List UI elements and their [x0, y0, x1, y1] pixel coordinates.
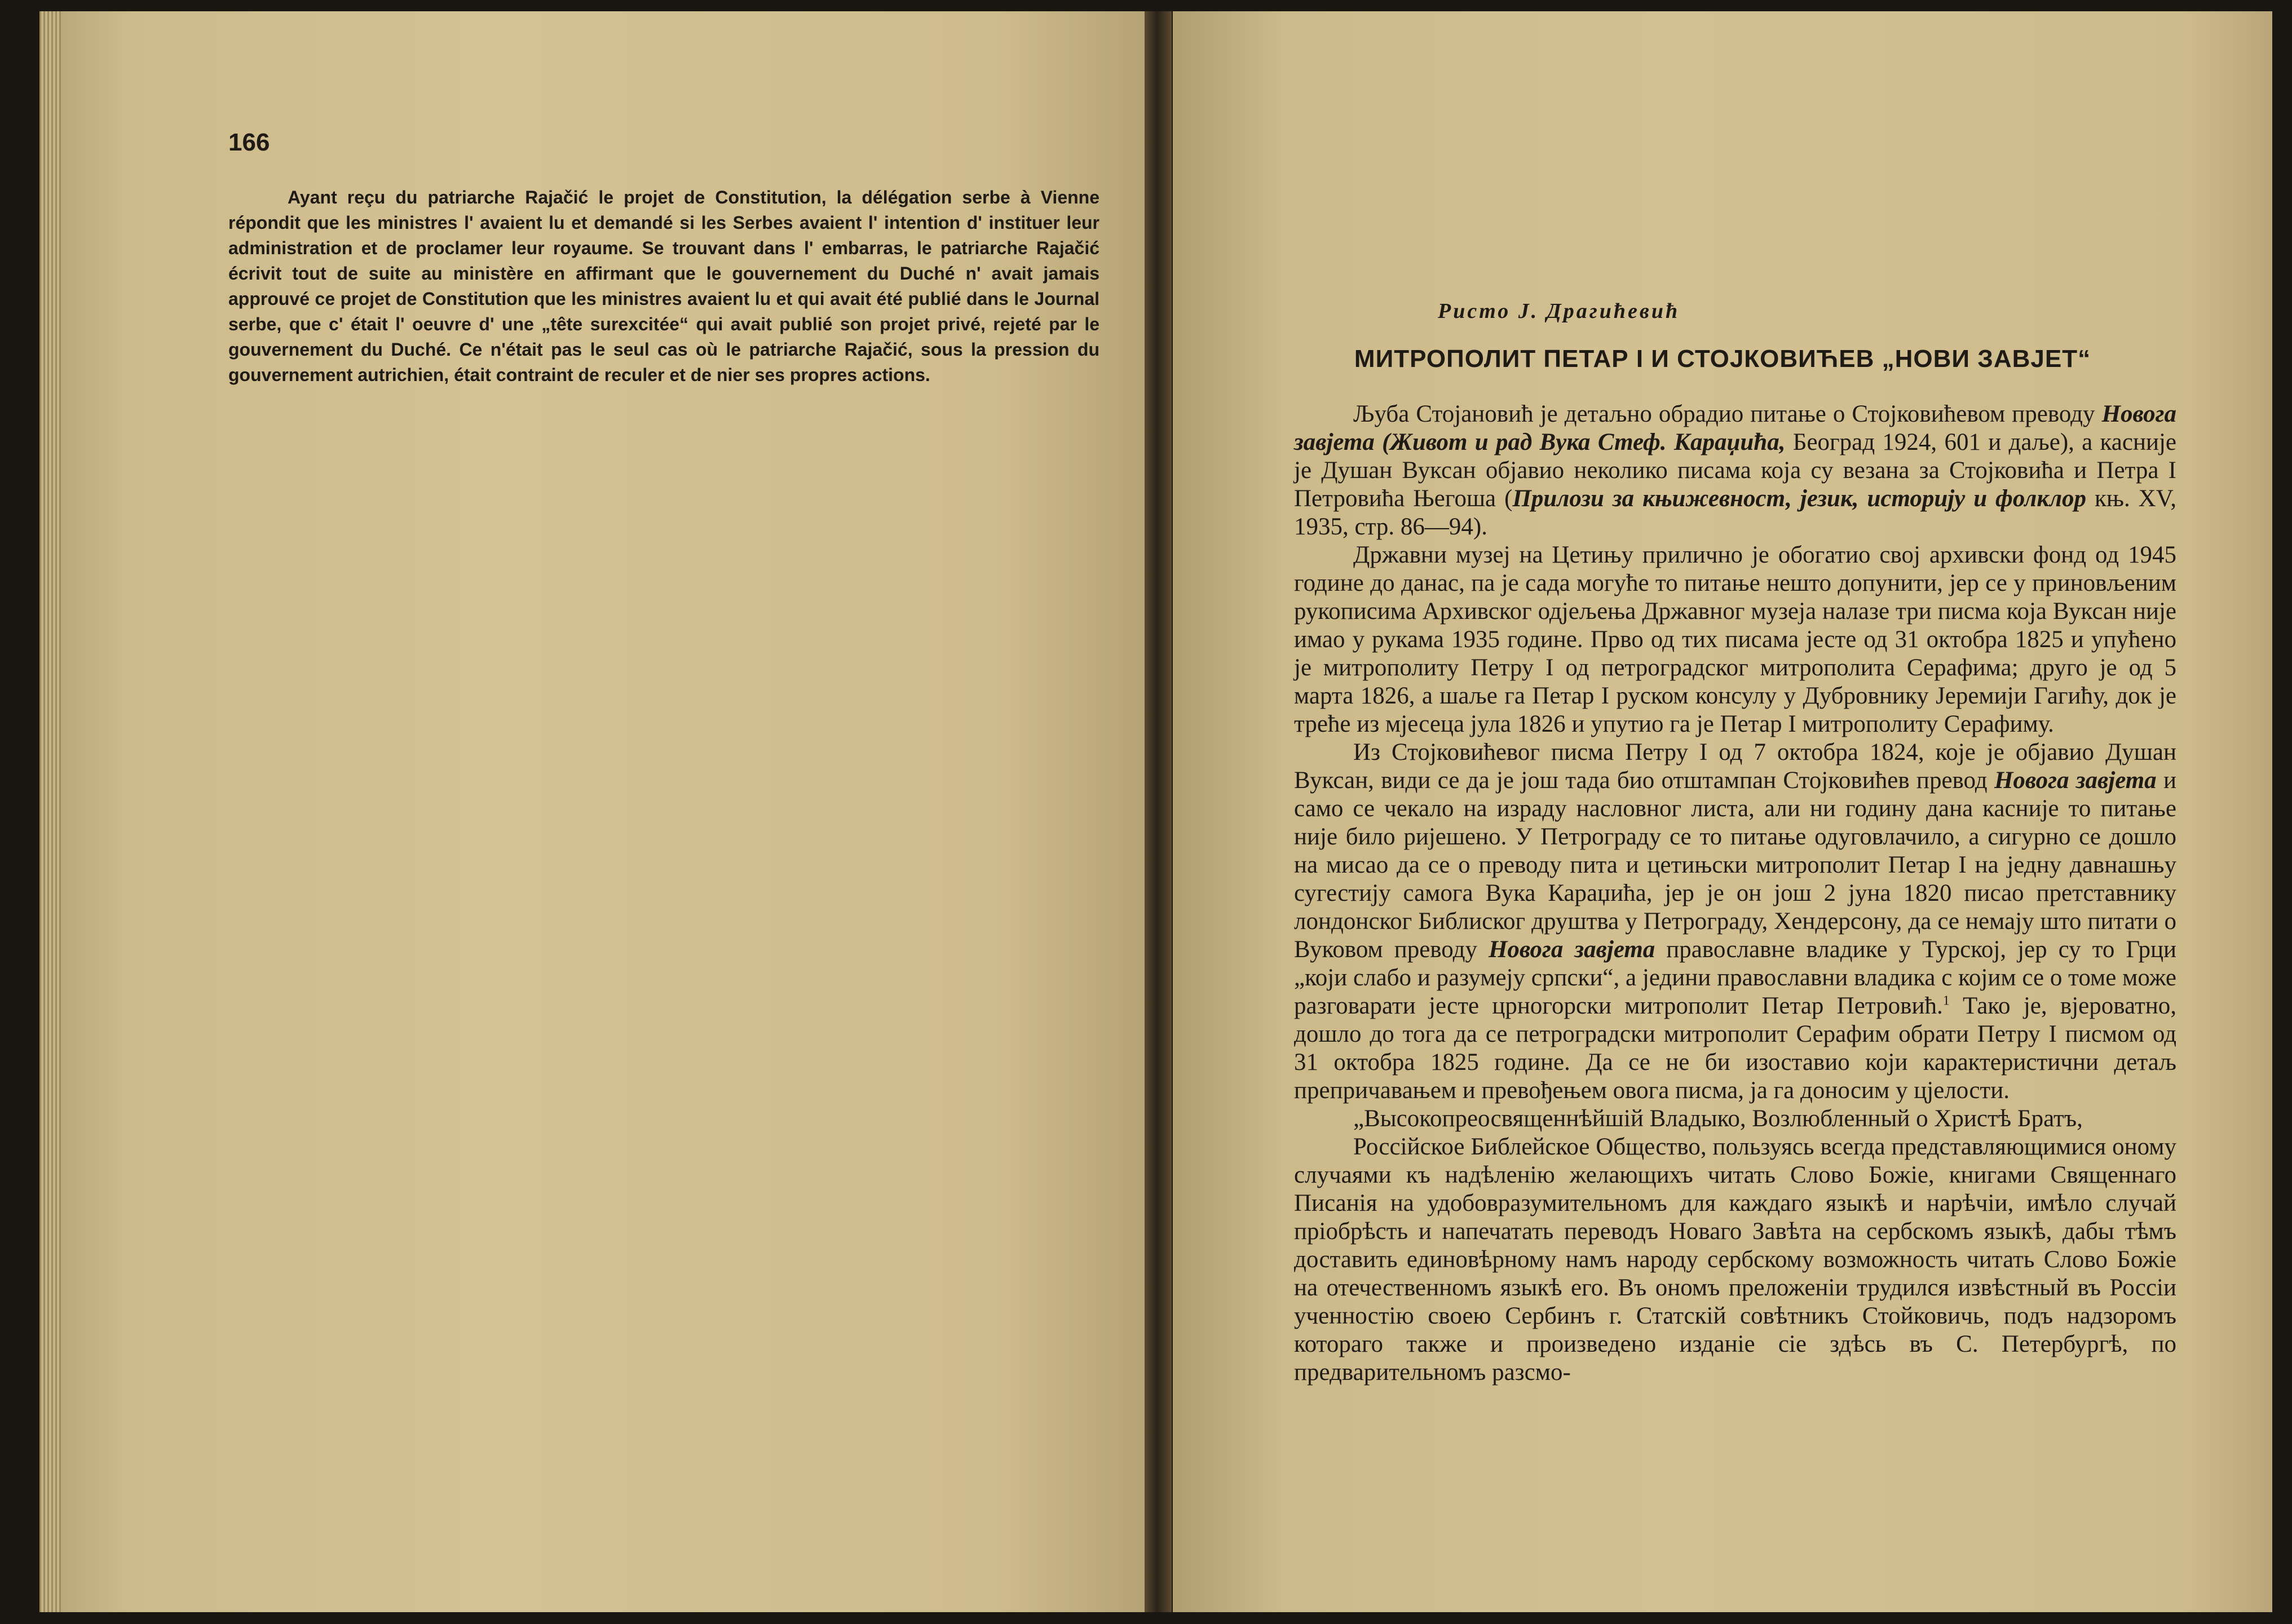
left-page — [39, 11, 1162, 1612]
p3-text-a: Из Стојковићевог писма Петру I од 7 октобра 1824, које је објавио Душан Вуксан, види се да је још тада био отштампан Стојковићев превод — [1294, 739, 2176, 794]
article-body — [1294, 400, 2176, 1387]
french-paragraph-text: Ayant reçu du patriarche Rajačić le projet de Constitution, la délégation serbe à Vienne répondit que les ministres l' avaient lu et demandé si les Serbes avaient l' intention d' instituer leur administration et de proclamer leur royaume. Se trouvant dans l' embarras, le patriarche Rajačić écrivit tout de suite au ministère en affirmant que le gouvernement du Duché n' avait jamais approuvé ce projet de Constitution que les ministres avaient lu et qui avait été publié dans le Journal serbe, que c' était l' oeuvre d' une „tête surexcitée“ qui avait publié son projet privé, rejeté par le gouvernement du Duché. Ce n'était pas le seul cas où le patriarche Rajačić, sous la pression du gouvernement autrichien, était contraint de reculer et de nier ses propres actions. — [228, 187, 1099, 385]
p1-italic-b: Новога завјета (Живот и рад Вука Стеф. Караџића, — [1294, 401, 2176, 455]
french-paragraph — [228, 185, 1099, 388]
p1-text-a: Љуба Стојановић је детаљно обрадио питање о Стојковићевом преводу — [1353, 401, 2102, 427]
p3-text-c: и само се чекало на израду насловног листа, али ни годину дана касније то питање није било ријешено. У Петрограду се то питање одуговлачило, а сигурно се дошло на мисао да се о преводу пита и цетињски митрополит Петар I на једну давнашњу сугестију самога Вука Караџића, јер је он још 2 јуна 1820 писао претставнику лондонског Библиског друштва у Петрограду, Хендерсону, да се немају што питати о Вуковом преводу — [1294, 767, 2176, 963]
page-edges — [39, 11, 61, 1612]
p1-text-c: Београд 1924, 601 и даље), а касније је Душан Вуксан објавио неколико писама која су везана за Стојковића и Петра I Петровића Његоша ( — [1294, 429, 2177, 512]
letter-paragraph: Россiйское Библейское Общество, пользуясь всегда представляющимися оному случаями къ надѣленiю желающихъ читать Слово Божiе, книгами Священнаго Писанiя на удобовразумительномъ для каждаго языкѣ и нарѣчiи, имѣло случай прiобрѣсть и напечатать переводъ Новаго Завѣта на сербскомъ языкѣ, дабы тѣмъ доставить единовѣрному намъ народу сербскому возможность читать Слово Божiе на отечественномъ языкѣ его. Въ ономъ преложенiи трудился извѣстный въ Россiи ученностiю своею Сербинъ г. Статскiй совѣтникъ Стойковичь, подъ надзоромъ котораго также и произведено изданiе сiе здѣсь въ С. Петербургѣ, по предварительномъ разсмо- — [1294, 1134, 2176, 1386]
p1-text-e: књ. XV, 1935, стр. 86—94). — [1294, 485, 2176, 540]
paragraph-1 — [1294, 400, 2176, 541]
p3-text-e: православне владике у Турској, јер су то Грци „који слабо и разумеју српски“, а једини православни владика с којим се о томе може разговарати јесте црногорски митрополит Петар Петровић. — [1294, 936, 2176, 1019]
page-number: 166 — [228, 129, 270, 156]
letter-salutation: „Высокопреосвященнѣйшiй Владыко, Возлюбленный о Христѣ Братъ, — [1353, 1105, 2083, 1132]
p3-text-f: Тако је, вјероватно, дошло до тога да се петроградски митрополит Серафим обрати Петру I писмом од 31 октобра 1825 године. Да се не би изоставио који карактеристични детаљ препричавањем и превођењем овога писма, ја га доносим у цјелости. — [1294, 993, 2177, 1104]
book-spread — [17, 11, 2281, 1612]
p3-italic-d: Новога завјета — [1488, 936, 1655, 963]
author-name: Ристо Ј. Драгићевић — [1438, 299, 1680, 323]
right-page — [1173, 11, 2272, 1612]
p3-italic-b: Новога завјета — [1994, 767, 2157, 794]
book-gutter — [1145, 11, 1172, 1612]
article-title: МИТРОПОЛИТ ПЕТАР I И СТОЈКОВИЋЕВ „НОВИ ЗАВЈЕТ“ — [1354, 345, 2091, 373]
paragraph-2: Државни музеј на Цетињу прилично је обогатио свој архивски фонд од 1945 године до данас, па је сада могуће то питање нешто допунити, јер се у приновљеним рукописима Архивског одјељења Државног музеја налазе три писма која Вуксан није имао у рукама 1935 године. Прво од тих писама јесте од 31 октобра 1825 и упућено је митрополиту Петру I од петроградског митрополита Серафима; друго је од 5 марта 1826, а шаље га Петар I руском консулу у Дубровнику Јеремији Гагићу, док је треће из мјесеца јула 1826 и упутио га је Петар I митрополиту Серафиму. — [1294, 542, 2176, 737]
paragraph-3 — [1294, 738, 2176, 1105]
p1-italic-d: Прилози за књижевност, језик, историју и фолклор — [1512, 485, 2087, 512]
footnote-marker: 1 — [1942, 993, 1950, 1008]
